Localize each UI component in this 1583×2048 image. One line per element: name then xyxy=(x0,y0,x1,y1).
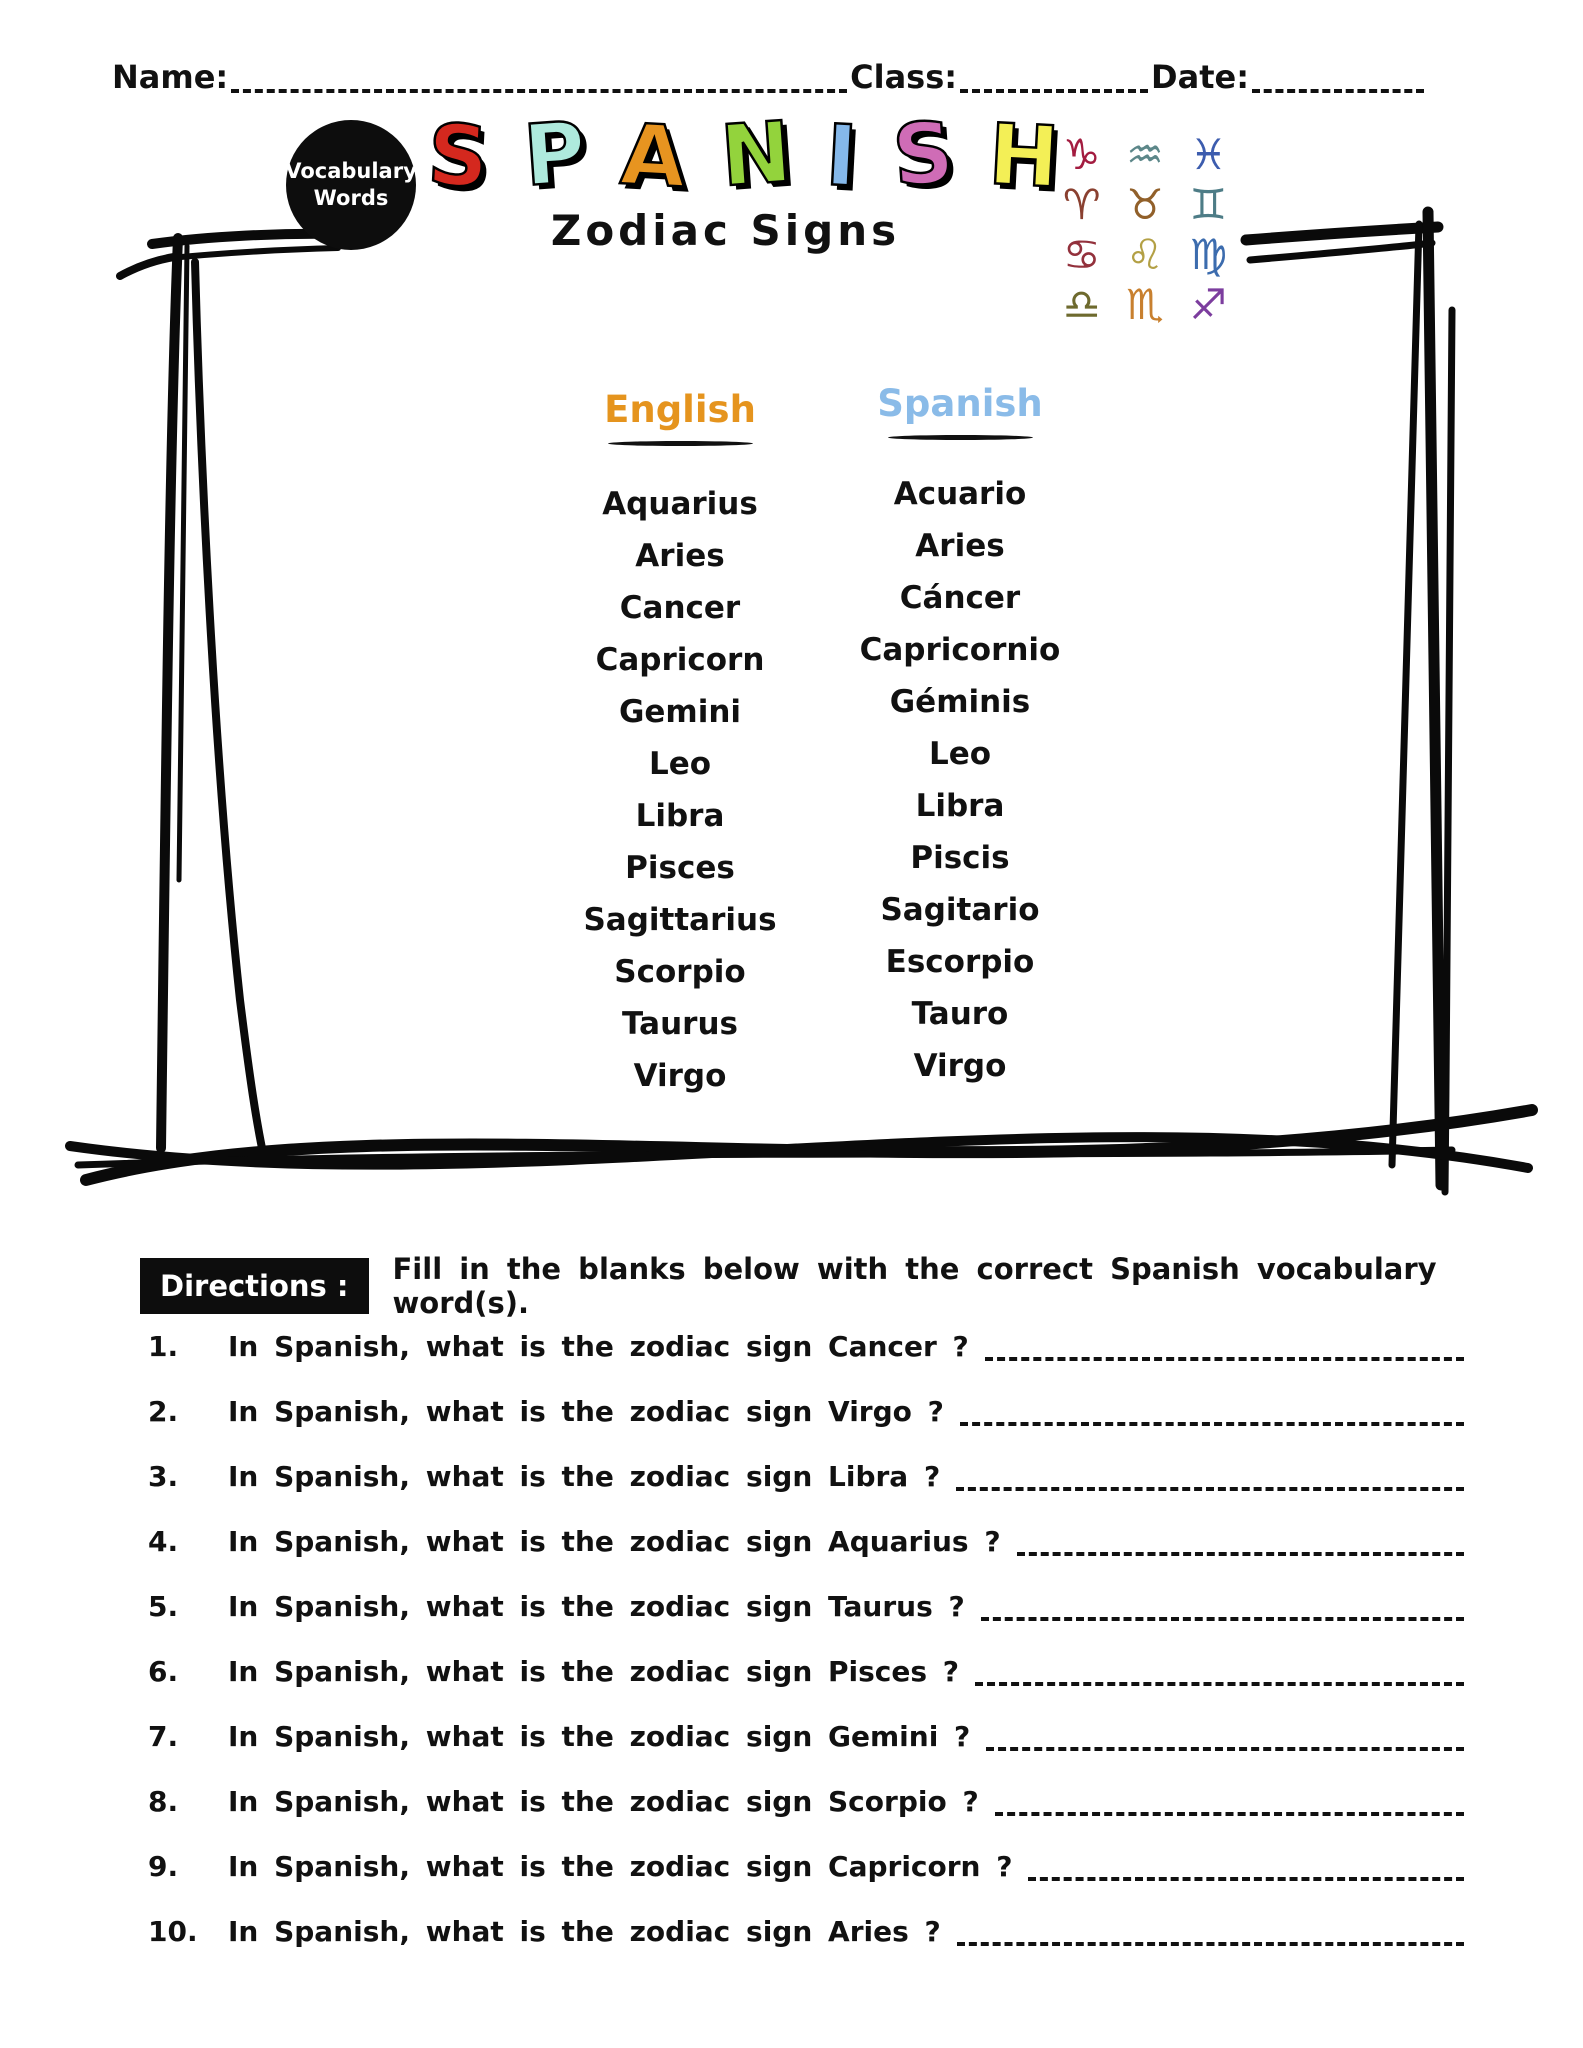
question-text: In Spanish, what is the zodiac sign Taurus ? xyxy=(228,1590,965,1623)
question-row xyxy=(148,1395,1464,1460)
question-text: In Spanish, what is the zodiac sign Scorpio ? xyxy=(228,1785,979,1818)
aries-icon: ♈ xyxy=(1062,180,1101,229)
spanish-word: Sagitario xyxy=(880,892,1040,928)
question-number: 6. xyxy=(148,1655,179,1688)
aquarius-icon: ♒ xyxy=(1126,130,1164,179)
spanish-word: Capricornio xyxy=(859,632,1061,668)
question-row xyxy=(148,1915,1464,1980)
english-word: Aquarius xyxy=(602,486,758,522)
question-number: 2. xyxy=(148,1395,179,1428)
english-header-underline xyxy=(608,441,753,446)
gemini-icon: ♊ xyxy=(1189,180,1228,229)
title-letter: H xyxy=(986,105,1065,207)
answer-blank xyxy=(981,1617,1464,1621)
question-number: 10. xyxy=(148,1915,198,1948)
directions-text: Fill in the blanks below with the correct Spanish vocabulary word(s). xyxy=(392,1252,1437,1320)
question-text: In Spanish, what is the zodiac sign Aries ? xyxy=(228,1915,941,1948)
question-row xyxy=(148,1460,1464,1525)
question-number: 3. xyxy=(148,1460,179,1493)
spanish-title-block xyxy=(425,102,1065,255)
spanish-word: Cáncer xyxy=(899,580,1021,616)
question-number: 1. xyxy=(148,1330,179,1363)
title-letter: N xyxy=(717,102,798,206)
taurus-icon: ♉ xyxy=(1126,180,1164,229)
question-text: In Spanish, what is the zodiac sign Libra ? xyxy=(228,1460,941,1493)
spanish-header-underline xyxy=(888,435,1033,440)
cancer-icon: ♋ xyxy=(1062,230,1101,279)
english-column-header xyxy=(520,388,840,446)
question-list xyxy=(148,1330,1464,1980)
question-row xyxy=(148,1850,1464,1915)
spanish-header-label: Spanish xyxy=(877,382,1043,425)
english-word: Taurus xyxy=(622,1006,738,1042)
english-word: Leo xyxy=(648,746,712,782)
question-row xyxy=(148,1785,1464,1850)
answer-blank xyxy=(995,1812,1464,1816)
spanish-word-list xyxy=(800,468,1120,1092)
english-word: Cancer xyxy=(619,590,741,626)
english-word: Pisces xyxy=(625,850,735,886)
question-row xyxy=(148,1330,1464,1395)
date-blank xyxy=(1252,89,1424,93)
english-word: Libra xyxy=(635,798,725,834)
question-text: In Spanish, what is the zodiac sign Gemini ? xyxy=(228,1720,971,1753)
date-label: Date: xyxy=(1151,58,1249,96)
pisces-icon: ♓ xyxy=(1189,130,1228,179)
spanish-word: Virgo xyxy=(913,1048,1007,1084)
zodiac-icons-grid xyxy=(1050,130,1240,330)
answer-blank xyxy=(1028,1877,1464,1881)
spanish-title xyxy=(425,102,1065,207)
question-row xyxy=(148,1525,1464,1590)
question-number: 9. xyxy=(148,1850,179,1883)
badge-line1: Vocabulary xyxy=(285,158,417,183)
name-class-date-row xyxy=(112,58,1427,96)
spanish-word: Tauro xyxy=(911,996,1009,1032)
directions-label: Directions : xyxy=(160,1269,349,1303)
english-word: Aries xyxy=(635,538,725,574)
worksheet-subtitle: Zodiac Signs xyxy=(550,206,901,255)
spanish-word: Escorpio xyxy=(885,944,1035,980)
class-label: Class: xyxy=(850,58,958,96)
english-header-label: English xyxy=(604,388,756,431)
spanish-word: Piscis xyxy=(910,840,1010,876)
title-letter: S xyxy=(425,105,494,207)
badge-line2: Words xyxy=(313,186,389,210)
leo-icon: ♌ xyxy=(1126,230,1164,279)
name-label: Name: xyxy=(112,58,229,96)
spanish-column-header xyxy=(800,382,1120,440)
directions-row xyxy=(140,1252,1460,1320)
answer-blank xyxy=(986,1747,1464,1751)
sagittarius-icon: ♐ xyxy=(1189,280,1228,329)
spanish-word: Aries xyxy=(915,528,1005,564)
spanish-word: Géminis xyxy=(889,684,1031,720)
answer-blank xyxy=(957,1942,1464,1946)
english-word: Sagittarius xyxy=(583,902,777,938)
question-text: In Spanish, what is the zodiac sign Aquarius ? xyxy=(228,1525,1001,1558)
question-text: In Spanish, what is the zodiac sign Capricorn ? xyxy=(228,1850,1013,1883)
name-blank xyxy=(231,89,847,93)
question-row xyxy=(148,1590,1464,1655)
title-letter: S xyxy=(889,102,960,206)
libra-icon: ♎ xyxy=(1062,280,1101,329)
directions-label-box xyxy=(140,1258,369,1314)
virgo-icon: ♍ xyxy=(1189,230,1228,279)
english-word: Capricorn xyxy=(595,642,765,678)
capricorn-icon: ♑ xyxy=(1062,130,1101,179)
english-word: Virgo xyxy=(633,1058,727,1094)
answer-blank xyxy=(985,1357,1464,1361)
english-word: Scorpio xyxy=(614,954,746,990)
question-text: In Spanish, what is the zodiac sign Pisces ? xyxy=(228,1655,960,1688)
english-word: Gemini xyxy=(618,694,742,730)
answer-blank xyxy=(1017,1552,1464,1556)
question-number: 4. xyxy=(148,1525,179,1558)
answer-blank xyxy=(975,1682,1464,1686)
spanish-word: Acuario xyxy=(893,476,1027,512)
question-text: In Spanish, what is the zodiac sign Cancer ? xyxy=(228,1330,969,1363)
answer-blank xyxy=(960,1422,1464,1426)
title-letter: A xyxy=(617,105,692,207)
answer-blank xyxy=(956,1487,1464,1491)
question-text: In Spanish, what is the zodiac sign Virgo ? xyxy=(228,1395,944,1428)
question-row xyxy=(148,1655,1464,1720)
question-number: 8. xyxy=(148,1785,179,1818)
class-blank xyxy=(960,89,1148,93)
english-word-list xyxy=(520,478,840,1102)
question-number: 7. xyxy=(148,1720,179,1753)
question-row xyxy=(148,1720,1464,1785)
spanish-word: Leo xyxy=(928,736,992,772)
title-letter: P xyxy=(520,102,592,206)
title-letter: I xyxy=(823,106,864,206)
spanish-word: Libra xyxy=(915,788,1005,824)
scorpio-icon: ♏ xyxy=(1126,280,1164,329)
vocabulary-words-badge xyxy=(286,120,416,250)
question-number: 5. xyxy=(148,1590,179,1623)
